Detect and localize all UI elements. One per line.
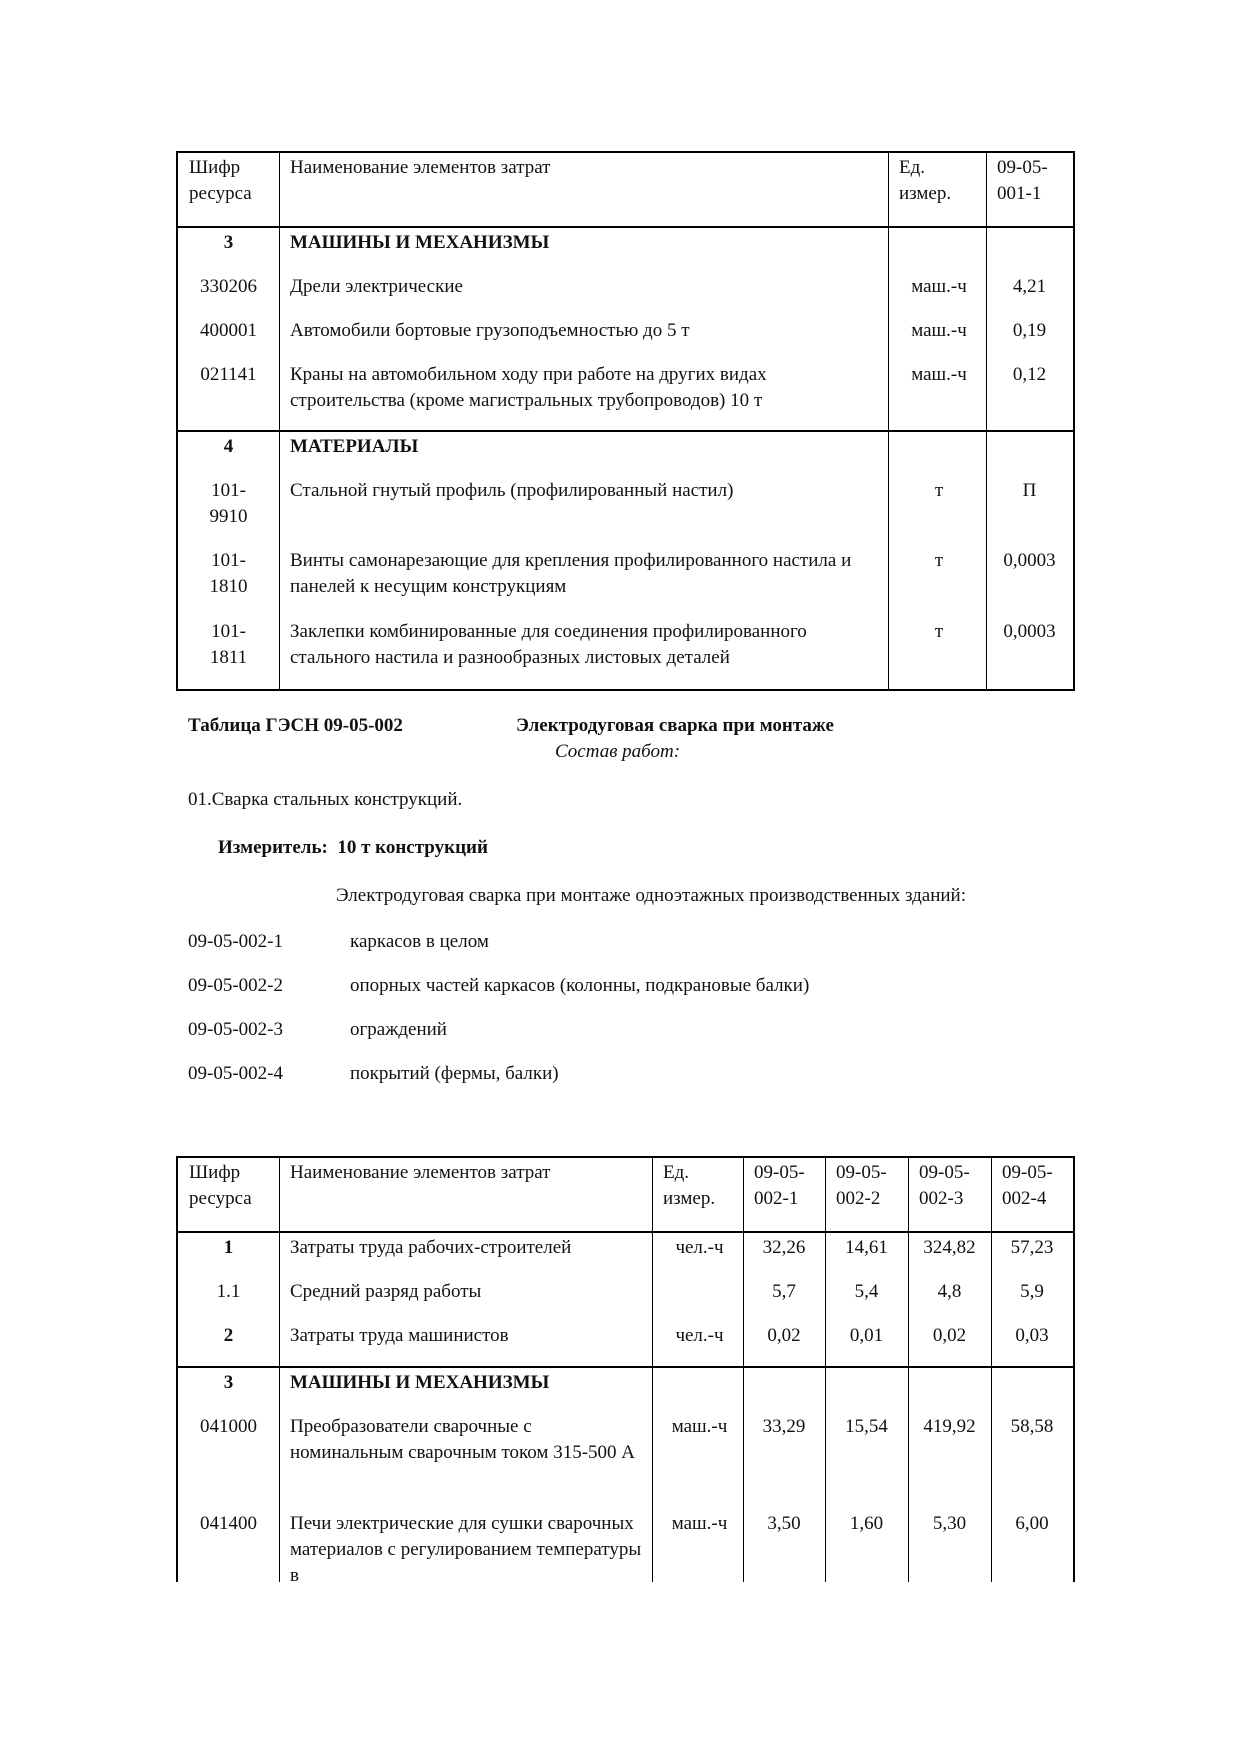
resource-code: 021141 <box>200 364 257 385</box>
resource-code: 041000 <box>200 1416 257 1437</box>
resource-name: Средний разряд работы <box>290 1281 482 1302</box>
column-divider <box>888 153 889 689</box>
norm-value: 3,50 <box>767 1513 801 1534</box>
norm-value: 4,21 <box>1012 276 1047 297</box>
resource-code: 330206 <box>200 276 257 297</box>
resource-code: 3 <box>223 232 234 253</box>
norm-value: 324,82 <box>923 1237 976 1258</box>
norm-value: 0,19 <box>1012 320 1047 341</box>
norm-value: 4,8 <box>937 1281 962 1302</box>
unit: т <box>934 480 944 501</box>
resource-code: 400001 <box>200 320 257 341</box>
resource-name: Автомобили бортовые грузоподъемностью до 5 т <box>290 320 690 341</box>
column-header: 09-05- 001-1 <box>997 157 1048 204</box>
norm-value: 57,23 <box>1010 1237 1054 1258</box>
norm-value: 5,7 <box>772 1281 796 1302</box>
composition-label: Состав работ: <box>555 741 681 762</box>
column-header: 09-05- 002-1 <box>754 1162 805 1209</box>
norm-value: 0,02 <box>932 1325 967 1346</box>
meter: Измеритель: 10 т конструкций <box>218 837 488 858</box>
norm-value: 14,61 <box>845 1237 888 1258</box>
item-code: 09-05-002-4 <box>188 1063 283 1084</box>
resource-name: Преобразователи сварочные с номинальным сварочным током 315-500 А <box>290 1416 636 1463</box>
resource-name: Винты самонарезающие для крепления профилированного настила и панелей к несущим конструкциям <box>290 550 852 597</box>
column-header: 09-05- 002-2 <box>836 1162 887 1209</box>
norm-value: 33,29 <box>762 1416 806 1437</box>
norm-value: 0,0003 <box>1003 550 1056 571</box>
resource-code: 3 <box>223 1372 234 1393</box>
row-divider <box>178 430 1073 432</box>
resource-name: Краны на автомобильном ходу при работе на других видах строительства (кроме магистральных трубопроводов) 10 т <box>290 364 767 411</box>
resource-code: 2 <box>223 1325 234 1346</box>
column-divider <box>743 1158 744 1582</box>
norm-value: 6,00 <box>1015 1513 1049 1534</box>
column-header: Наименование элементов затрат <box>290 1162 551 1183</box>
intro-text: Электродуговая сварка при монтаже одноэтажных производственных зданий: <box>336 885 967 906</box>
resource-name: МАШИНЫ И МЕХАНИЗМЫ <box>290 1372 550 1393</box>
resource-code: 041400 <box>200 1513 257 1534</box>
resource-name: Дрели электрические <box>290 276 463 297</box>
unit: маш.-ч <box>671 1416 728 1437</box>
norm-value: 0,12 <box>1012 364 1047 385</box>
resource-name: Печи электрические для сушки сварочных материалов с регулированием температуры в <box>290 1513 642 1586</box>
column-header: Наименование элементов затрат <box>290 157 551 178</box>
resource-table-09-05-002 <box>176 1156 1075 1586</box>
resource-code: 101- 1811 <box>209 621 248 668</box>
column-divider <box>986 153 987 689</box>
unit: чел.-ч <box>675 1325 724 1346</box>
item-text: покрытий (фермы, балки) <box>350 1063 559 1084</box>
unit: т <box>934 621 944 642</box>
norm-value: 1,60 <box>849 1513 884 1534</box>
work-item: 01.Сварка стальных конструкций. <box>188 789 463 810</box>
resource-code: 1 <box>223 1237 234 1258</box>
unit: чел.-ч <box>675 1237 724 1258</box>
resource-code: 101- 9910 <box>209 480 248 527</box>
norm-value: 15,54 <box>845 1416 888 1437</box>
resource-name: МАШИНЫ И МЕХАНИЗМЫ <box>290 232 550 253</box>
column-header: 09-05- 002-3 <box>919 1162 970 1209</box>
column-header: Ед. измер. <box>899 157 952 204</box>
table-title: Электродуговая сварка при монтаже <box>516 715 834 736</box>
resource-name: Заклепки комбинированные для соединения профилированного стального настила и разнообразных листовых деталей <box>290 621 807 668</box>
column-divider <box>825 1158 826 1582</box>
norm-value: 58,58 <box>1010 1416 1054 1437</box>
norm-value: 5,9 <box>1020 1281 1044 1302</box>
resource-name: МАТЕРИАЛЫ <box>290 436 419 457</box>
item-text: опорных частей каркасов (колонны, подкрановые балки) <box>350 975 810 996</box>
item-code: 09-05-002-2 <box>188 975 283 996</box>
row-divider <box>178 226 1073 228</box>
norm-value: 0,02 <box>767 1325 801 1346</box>
column-divider <box>908 1158 909 1582</box>
norm-value: 0,01 <box>849 1325 884 1346</box>
norm-value: П <box>1022 480 1037 501</box>
column-header: Ед. измер. <box>663 1162 716 1209</box>
column-divider <box>279 153 280 689</box>
resource-name: Стальной гнутый профиль (профилированный настил) <box>290 480 734 501</box>
item-text: ограждений <box>350 1019 447 1040</box>
norm-value: 0,03 <box>1015 1325 1049 1346</box>
norm-value: 5,4 <box>854 1281 879 1302</box>
resource-name: Затраты труда рабочих-строителей <box>290 1237 572 1258</box>
norm-value: 419,92 <box>923 1416 976 1437</box>
resource-table-09-05-001 <box>176 151 1075 691</box>
norm-value: 5,30 <box>932 1513 967 1534</box>
unit: маш.-ч <box>911 276 967 297</box>
item-code: 09-05-002-3 <box>188 1019 283 1040</box>
column-divider <box>652 1158 653 1582</box>
resource-code: 4 <box>223 436 234 457</box>
unit: маш.-ч <box>671 1513 728 1534</box>
column-header: Шифр ресурса <box>189 157 252 204</box>
item-code: 09-05-002-1 <box>188 931 283 952</box>
resource-code: 1.1 <box>216 1281 241 1302</box>
unit: маш.-ч <box>911 364 967 385</box>
column-divider <box>991 1158 992 1582</box>
row-divider <box>178 1231 1073 1233</box>
item-text: каркасов в целом <box>350 931 489 952</box>
row-divider <box>178 1366 1073 1368</box>
norm-value: 32,26 <box>762 1237 806 1258</box>
table-label: Таблица ГЭСН 09-05-002 <box>188 715 403 736</box>
resource-code: 101- 1810 <box>209 550 248 597</box>
column-divider <box>279 1158 280 1582</box>
unit: маш.-ч <box>911 320 967 341</box>
norm-value: 0,0003 <box>1003 621 1056 642</box>
unit: т <box>934 550 944 571</box>
column-header: Шифр ресурса <box>189 1162 252 1209</box>
column-header: 09-05- 002-4 <box>1002 1162 1053 1209</box>
resource-name: Затраты труда машинистов <box>290 1325 509 1346</box>
